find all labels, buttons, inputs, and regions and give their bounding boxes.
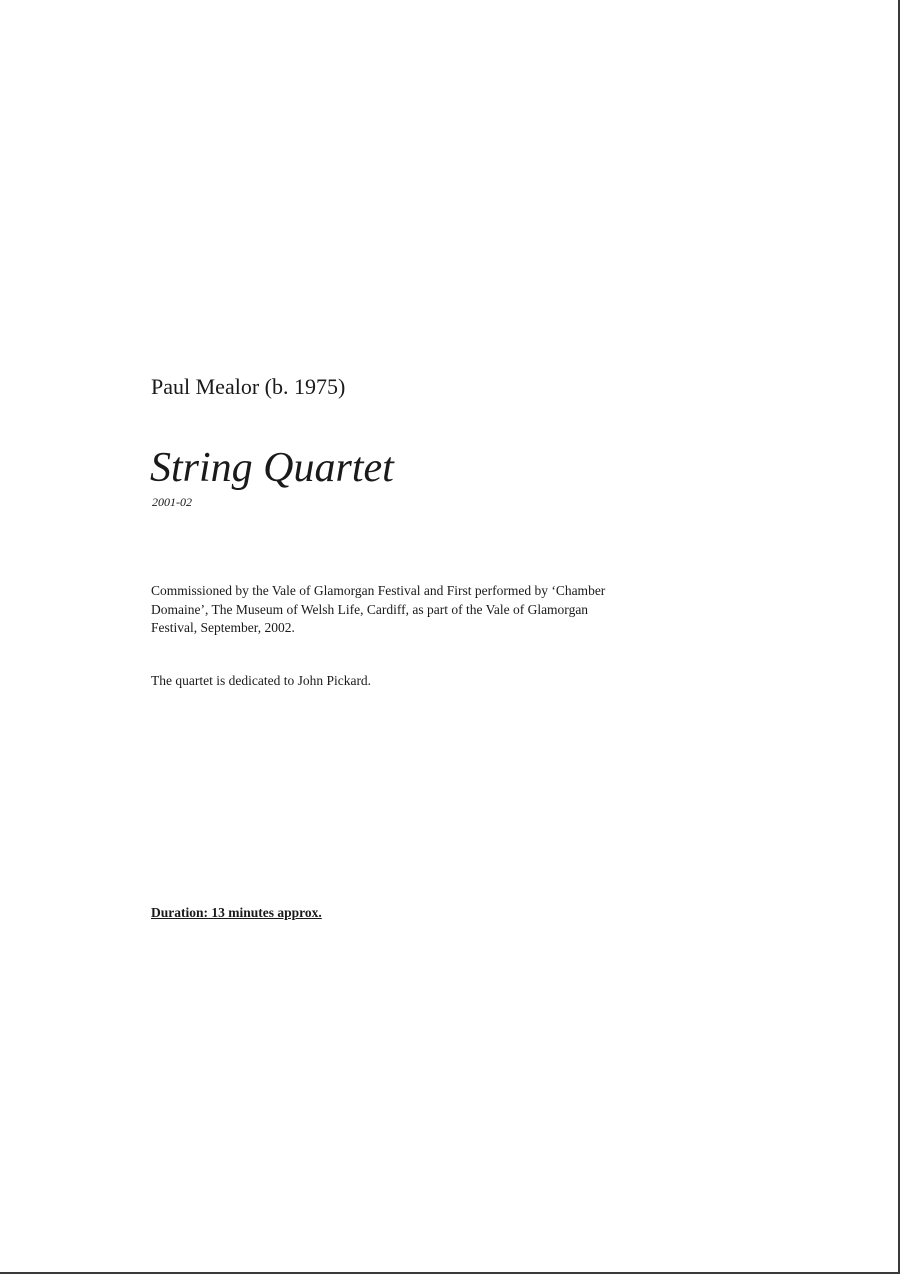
work-title: String Quartet	[150, 445, 394, 491]
dedication-note: The quartet is dedicated to John Pickard.	[151, 673, 372, 688]
duration-note: Duration: 13 minutes approx.	[151, 905, 322, 920]
composer-name: Paul Mealor (b. 1975)	[151, 374, 346, 399]
commission-line: Festival, September, 2002.	[151, 620, 295, 635]
commission-line: Commissioned by the Vale of Glamorgan Festival and First performed by ‘Chamber	[151, 583, 606, 598]
commission-line: Domaine’, The Museum of Welsh Life, Cardiff, as part of the Vale of Glamorgan	[151, 601, 589, 617]
composition-years: 2001-02	[152, 495, 192, 509]
commission-note	[151, 582, 711, 638]
